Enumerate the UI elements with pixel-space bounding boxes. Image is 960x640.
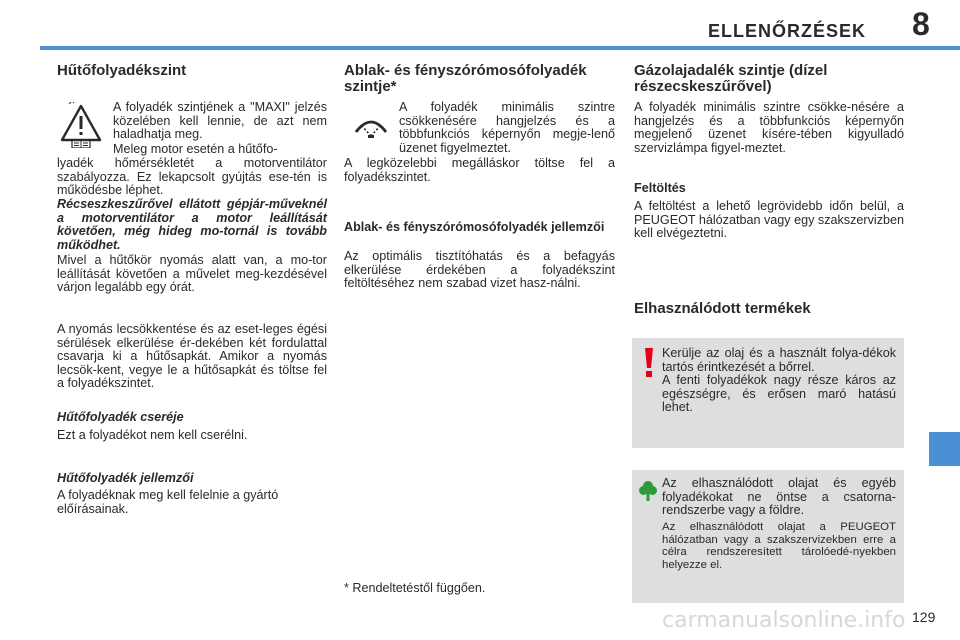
washer-heading: Ablak- és fényszórómosófolyadék szintje* [344,62,587,95]
coolant-change-heading: Hűtőfolyadék cseréje [57,410,184,424]
additive-p1: A folyadék minimális szintre csökke-nésére a hangjelzés és a többfunkciós képernyőn megjelenő üzenet kísére-tében kigyulladó szervizlámpa figyel-meztet. [634,100,904,155]
eco-box [632,470,904,603]
refill-text: A feltöltést a lehető legrövidebb időn belül, a PEUGEOT hálózatban vagy egy szakszervizben kell elvégeztetni. [634,199,904,240]
coolant-p4: A nyomás lecsökkentése és az eset-leges égési sérülések elkerülése ér-dekében két fordulattal csavarja ki a hűtősapkát. Amikor a nyomás lecsök-kent, vegye le a hűtősapkát és töltse fel a folyadékszintet. [57,322,327,390]
header-rule [40,46,960,50]
coolant-warning-text: Récseszkeszűrővel ellátott gépjár-műveknél a motorventilátor a motor leállítását követően, még hideg mo-tornál is tovább működhet. [57,197,327,252]
coolant-warning-icon [59,102,103,153]
washer-p1: A folyadék minimális szintre csökkenésére hangjelzés és a többfunkciós képernyőn megje-lenő üzenet figyelmeztet. [399,100,615,155]
coolant-p2b: lyadék hőmérsékletét a motorventilátor szabályozza. Ez lekapcsolt gyújtás ese-tén is működésbe léphet. [57,156,327,197]
exclamation-icon [642,348,656,383]
footnote: * Rendeltetéstől függően. [344,581,486,595]
refill-heading: Feltöltés [634,181,686,195]
chapter-tab [929,432,960,466]
chapter-number: 8 [912,6,930,42]
tree-icon [639,480,657,507]
washer-fluid-icon [351,110,391,151]
coolant-p1: A folyadék szintjének a "MAXI" jelzés közelében kell lennie, de azt nem haladhatja meg. [113,100,327,141]
eco-p1: Az elhasználódott olajat és egyéb folyadékokat ne öntse a csatorna-rendszerbe vagy a földre. [662,476,896,517]
washer-p2: A legközelebbi megálláskor töltse fel a folyadékszintet. [344,156,615,184]
page-number: 129 [912,609,936,625]
coolant-spec-heading: Hűtőfolyadék jellemzői [57,471,194,485]
washer-spec-heading: Ablak- és fényszórómosófolyadék jellemzői [344,220,605,234]
health-warning-p1: Kerülje az olaj és a használt folya-dékok tartós érintkezését a bőrrel. [662,346,896,374]
coolant-p2a: Meleg motor esetén a hűtőfo- [113,142,278,156]
health-warning-box [632,338,904,448]
chapter-title: ELLENŐRZÉSEK [708,21,867,41]
coolant-p3: Mivel a hűtőkör nyomás alatt van, a mo-tor leállítását követően a művelet meg-kezdésével várjon legalább egy órát. [57,253,327,294]
washer-spec-text: Az optimális tisztítóhatás és a befagyás elkerülése érdekében a folyadékszint feltöltéséhez nem szabad vizet hasz-nálni. [344,249,615,290]
coolant-change-text: Ezt a folyadékot nem kell cserélni. [57,428,248,442]
eco-p2: Az elhasználódott olajat a PEUGEOT hálózatban vagy a szakszervizekben erre a célra rendszeresített tárolóedé-nyekben helyezze el. [662,521,896,571]
coolant-spec-text: A folyadéknak meg kell felelnie a gyártó előírásainak. [57,488,279,516]
additive-heading: Gázolajadalék szintje (dízel részecskeszűrővel) [634,62,828,95]
watermark: carmanualsonline.info [662,608,906,633]
coolant-heading: Hűtőfolyadékszint [57,62,187,79]
used-products-heading: Elhasználódott termékek [634,300,811,317]
health-warning-p2: A fenti folyadékok nagy része káros az egészségre, és erősen maró hatású lehet. [662,373,896,414]
